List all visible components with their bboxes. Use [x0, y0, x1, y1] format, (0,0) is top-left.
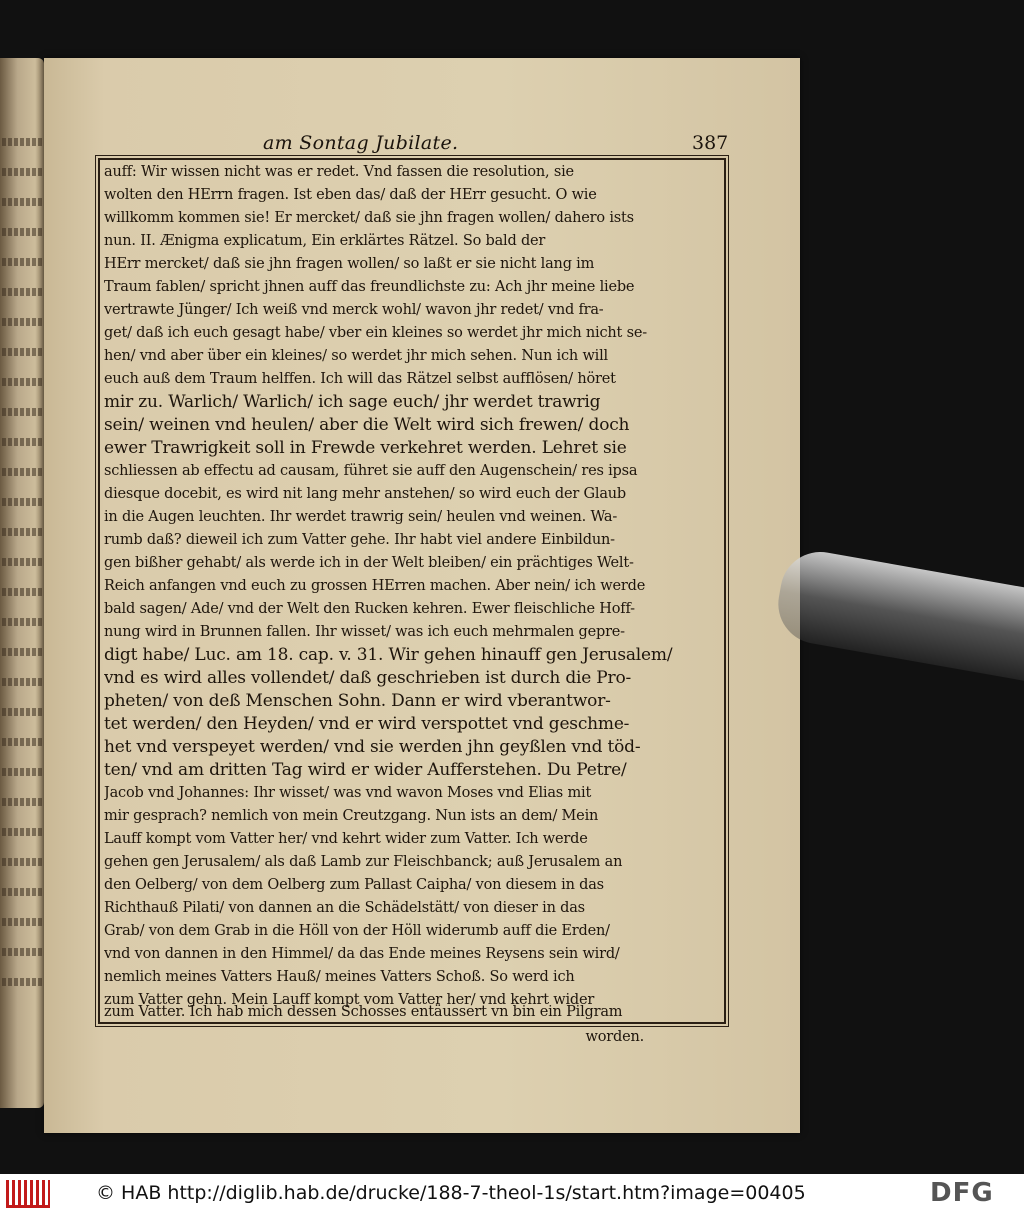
text-line: sein/ weinen vnd heulen/ aber die Welt wird sich frewen/ doch	[104, 415, 630, 435]
glass-pointer	[772, 546, 1024, 682]
text-line: tet werden/ den Heyden/ vnd er wird verspottet vnd geschme-	[104, 714, 630, 734]
text-line: zum Vatter gehn. Mein Lauff kompt vom Vatter her/ vnd kehrt wider	[104, 992, 595, 1008]
text-line: mir gesprach? nemlich von mein Creutzgang. Nun ists an dem/ Mein	[104, 808, 599, 824]
text-line: rumb daß? dieweil ich zum Vatter gehe. Ihr habt viel andere Einbildun-	[104, 532, 615, 548]
text-line: nun. II. Ænigma explicatum, Ein erklärtes Rätzel. So bald der	[104, 233, 546, 249]
text-line: schliessen ab effectu ad causam, führet sie auff den Augenschein/ res ipsa	[104, 463, 638, 479]
text-line: Grab/ von dem Grab in die Höll von der Höll widerumb auff die Erden/	[104, 923, 610, 939]
text-line: gehen gen Jerusalem/ als daß Lamb zur Fleischbanck; auß Jerusalem an	[104, 854, 623, 870]
text-line: willkomm kommen sie! Er mercket/ daß sie jhn fragen wollen/ dahero ists	[104, 210, 634, 226]
text-line: euch auß dem Traum helffen. Ich will das Rätzel selbst aufflösen/ höret	[104, 371, 616, 387]
running-title: am Sontag Jubilate.	[263, 132, 459, 154]
text-line: nemlich meines Vatters Hauß/ meines Vatters Schoß. So werd ich	[104, 969, 575, 985]
page-header	[98, 132, 728, 158]
text-line: ewer Trawrigkeit soll in Frewde verkehret werden. Lehret sie	[104, 438, 627, 458]
text-line: digt habe/ Luc. am 18. cap. v. 31. Wir gehen hinauff gen Jerusalem/	[104, 645, 673, 665]
dfg-logo: DFG	[930, 1178, 994, 1208]
text-line: ten/ vnd am dritten Tag wird er wider Aufferstehen. Du Petre/	[104, 760, 627, 780]
text-line: wolten den HErrn fragen. Ist eben das/ daß der HErr gesucht. O wie	[104, 187, 597, 203]
text-line: Jacob vnd Johannes: Ihr wisset/ was vnd wavon Moses vnd Elias mit	[104, 785, 592, 801]
footer-bar	[0, 1174, 1024, 1214]
text-line: auff: Wir wissen nicht was er redet. Vnd fassen die resolution, sie	[104, 164, 574, 180]
text-line: in die Augen leuchten. Ihr werdet trawrig sein/ heulen vnd weinen. Wa-	[104, 509, 618, 525]
footer-source-link[interactable]: © HAB http://diglib.hab.de/drucke/188-7-theol-1s/start.htm?image=00405	[96, 1182, 806, 1204]
text-line: Reich anfangen vnd euch zu grossen HErren machen. Aber nein/ ich werde	[104, 578, 646, 594]
page-number: 387	[692, 132, 729, 154]
previous-page-edge	[0, 58, 44, 1108]
text-line: Lauff kompt vom Vatter her/ vnd kehrt wider zum Vatter. Ich werde	[104, 831, 588, 847]
text-line: get/ daß ich euch gesagt habe/ vber ein kleines so werdet jhr mich nicht se-	[104, 325, 647, 341]
text-line: vnd es wird alles vollendet/ daß geschrieben ist durch die Pro-	[104, 668, 632, 688]
text-line: vertrawte Jünger/ Ich weiß vnd merck wohl/ wavon jhr redet/ vnd fra-	[104, 302, 604, 318]
text-line: Traum fablen/ spricht jhnen auff das freundlichste zu: Ach jhr meine liebe	[104, 279, 635, 295]
text-line: zum Vatter. Ich hab mich dessen Schosses entäussert vn bin ein Pilgram	[104, 1004, 623, 1020]
text-line: pheten/ von deß Menschen Sohn. Dann er wird vberantwor-	[104, 691, 611, 711]
text-line: hen/ vnd aber über ein kleines/ so werdet jhr mich sehen. Nun ich will	[104, 348, 608, 364]
catchword: worden.	[585, 1029, 644, 1045]
text-line: mir zu. Warlich/ Warlich/ ich sage euch/ jhr werdet trawrig	[104, 392, 601, 412]
text-line: den Oelberg/ von dem Oelberg zum Pallast Caipha/ von diesem in das	[104, 877, 604, 893]
text-line: Richthauß Pilati/ von dannen an die Schädelstätt/ von dieser in das	[104, 900, 585, 916]
text-line: gen bißher gehabt/ als werde ich in der Welt bleiben/ ein prächtiges Welt-	[104, 555, 634, 571]
text-line: diesque docebit, es wird nit lang mehr anstehen/ so wird euch der Glaub	[104, 486, 626, 502]
text-line: vnd von dannen in den Himmel/ da das Ende meines Reysens sein wird/	[104, 946, 620, 962]
hab-logo-icon	[6, 1180, 50, 1208]
text-line: bald sagen/ Ade/ vnd der Welt den Rucken kehren. Ewer fleischliche Hoff-	[104, 601, 635, 617]
text-line: HErr mercket/ daß sie jhn fragen wollen/ so laßt er sie nicht lang im	[104, 256, 595, 272]
text-line: nung wird in Brunnen fallen. Ihr wisset/ was ich euch mehrmalen gepre-	[104, 624, 625, 640]
text-line: het vnd verspeyet werden/ vnd sie werden jhn geyßlen vnd töd-	[104, 737, 641, 757]
